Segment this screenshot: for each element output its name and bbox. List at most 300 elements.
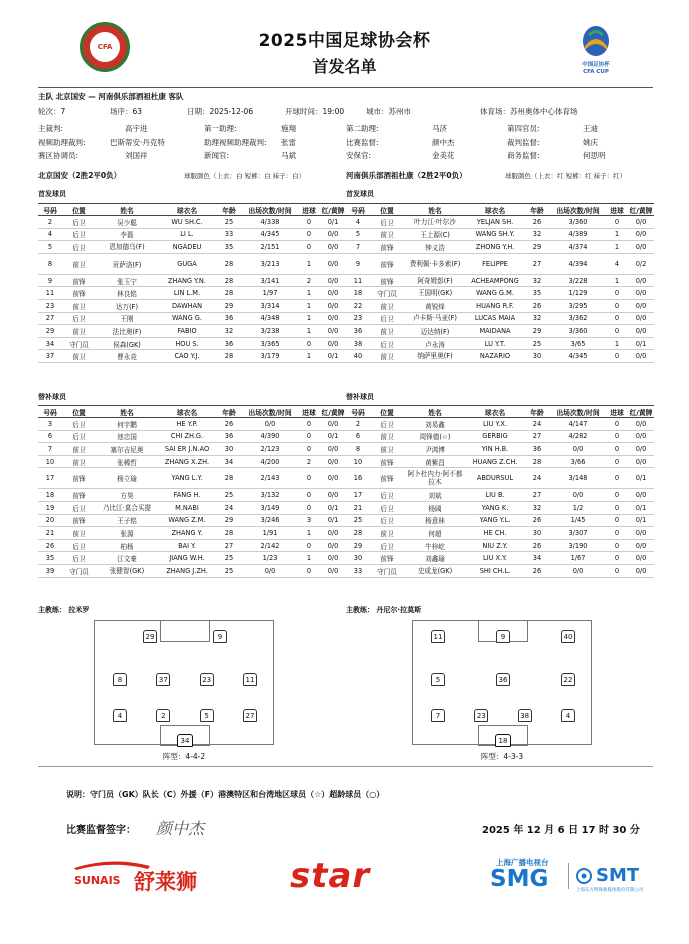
player-cards: 0/1 [320, 501, 346, 514]
table-row [346, 350, 654, 363]
table-row [38, 489, 346, 502]
table-row [346, 418, 654, 431]
player-apps: 4/374 [550, 241, 606, 254]
column-header: 号码 [346, 406, 370, 418]
column-header: 球衣名 [158, 406, 216, 418]
player-position: 前卫 [370, 443, 404, 456]
player-age: 35 [524, 287, 550, 300]
away-subs-table [346, 405, 654, 578]
table-row [38, 253, 346, 274]
player-cards: 0/0 [628, 299, 654, 312]
player-apps: 4/348 [242, 312, 298, 325]
player-shirt-name: NAZARIO [466, 350, 524, 363]
player-jersey: 37 [156, 673, 170, 686]
table-row [346, 337, 654, 350]
player-cards: 0/0 [628, 489, 654, 502]
player-age: 29 [524, 325, 550, 338]
player-position: 后卫 [370, 489, 404, 502]
player-cards: 0/0 [320, 287, 346, 300]
player-number: 30 [346, 552, 370, 565]
player-name: 吴少聪 [96, 216, 158, 229]
player-apps: 3/307 [550, 527, 606, 540]
player-number: 20 [38, 514, 62, 527]
player-name: 纳萨里奥(F) [404, 350, 466, 363]
player-name: 李磊 [96, 228, 158, 241]
player-number: 29 [38, 325, 62, 338]
player-shirt-name: WANG SH.Y. [466, 228, 524, 241]
player-name: 何超 [404, 527, 466, 540]
player-age: 32 [524, 501, 550, 514]
smt-logo: SMT [596, 865, 640, 886]
table-row [38, 350, 346, 363]
legend-divider [38, 766, 653, 767]
away-starters-label: 首发球员 [346, 190, 374, 198]
player-apps: 2/142 [242, 539, 298, 552]
player-jersey: 11 [243, 673, 257, 686]
player-goals: 0 [606, 430, 628, 443]
player-goals: 0 [298, 228, 320, 241]
sponsor-smg [488, 857, 663, 897]
player-position: 前卫 [370, 299, 404, 312]
official-label: 商务监督: [507, 151, 540, 160]
player-position: 后卫 [370, 514, 404, 527]
player-cards: 0/0 [320, 253, 346, 274]
official-label: 主裁判: [38, 124, 64, 133]
player-goals: 0 [298, 337, 320, 350]
home-formation-pitch [94, 620, 274, 745]
player-age: 30 [524, 350, 550, 363]
player-age: 24 [216, 501, 242, 514]
player-cards: 0/0 [628, 241, 654, 254]
player-number: 37 [38, 350, 62, 363]
player-apps: 4/390 [242, 430, 298, 443]
player-name: 王上源(C) [404, 228, 466, 241]
player-apps: 4/338 [242, 216, 298, 229]
player-goals: 0 [606, 455, 628, 468]
player-cards: 0/1 [320, 216, 346, 229]
official-name: 马斌 [281, 151, 296, 160]
player-position: 前锋 [370, 552, 404, 565]
player-goals: 0 [606, 468, 628, 489]
home-formation-label: 阵型：4-4-2 [162, 752, 206, 761]
official-label: 助理视频助理裁判: [204, 138, 267, 147]
player-apps: 3/238 [242, 325, 298, 338]
player-name: 刘易鑫 [404, 418, 466, 431]
competition-title: 2025中国足球协会杯 [258, 31, 431, 51]
player-position: 前卫 [370, 527, 404, 540]
player-age: 25 [216, 216, 242, 229]
column-header: 进球 [298, 204, 320, 216]
column-header: 红/黄牌 [320, 204, 346, 216]
player-cards: 0/0 [628, 274, 654, 287]
player-apps: 4/345 [550, 350, 606, 363]
player-jersey: 22 [561, 673, 575, 686]
player-position: 前卫 [370, 228, 404, 241]
player-number: 2 [346, 418, 370, 431]
player-goals: 1 [298, 287, 320, 300]
player-age: 34 [524, 552, 550, 565]
player-age: 25 [524, 337, 550, 350]
player-apps: 3/149 [242, 501, 298, 514]
player-age: 29 [216, 514, 242, 527]
table-row [346, 274, 654, 287]
player-cards: 0/0 [320, 241, 346, 254]
player-apps: 2/151 [242, 241, 298, 254]
player-cards: 0/0 [628, 430, 654, 443]
player-jersey: 38 [518, 709, 532, 722]
player-shirt-name: LU Y.T. [466, 337, 524, 350]
pitch-box-top [160, 620, 210, 642]
away-formation-label: 阵型：4-3-3 [480, 752, 524, 761]
sponsor-sunais [72, 858, 242, 898]
player-number: 18 [346, 287, 370, 300]
player-age: 36 [524, 443, 550, 456]
player-position: 后卫 [62, 552, 96, 565]
player-shirt-name: HUANG Z.CH. [466, 455, 524, 468]
player-cards: 0/0 [320, 564, 346, 577]
player-number: 7 [346, 241, 370, 254]
player-goals: 1 [298, 253, 320, 274]
player-name: 阿奇姆彭(F) [404, 274, 466, 287]
column-header: 号码 [346, 204, 370, 216]
match-teams: 主队 北京国安 — 河南俱乐部酒祖杜康 客队 [38, 92, 184, 101]
column-header: 姓名 [404, 406, 466, 418]
player-name: 恩加德乌(F) [96, 241, 158, 254]
player-cards: 0/0 [320, 299, 346, 312]
player-number: 26 [38, 539, 62, 552]
column-header: 出场次数/时间 [550, 406, 606, 418]
player-position: 前锋 [62, 468, 96, 489]
player-goals: 0 [606, 443, 628, 456]
player-cards: 0/0 [320, 489, 346, 502]
player-name: 杨立瑜 [96, 468, 158, 489]
player-apps: 3/295 [550, 299, 606, 312]
table-row [346, 430, 654, 443]
player-shirt-name: ZHONG Y.H. [466, 241, 524, 254]
player-apps: 3/179 [242, 350, 298, 363]
player-age: 26 [524, 539, 550, 552]
player-goals: 0 [606, 287, 628, 300]
player-name: 法比奥(F) [96, 325, 158, 338]
official-name: 王迪 [583, 124, 598, 133]
official-name: 马济 [432, 124, 447, 133]
player-age: 28 [216, 274, 242, 287]
player-jersey: 23 [200, 673, 214, 686]
player-number: 11 [346, 274, 370, 287]
player-apps: 1/67 [550, 552, 606, 565]
player-number: 8 [346, 443, 370, 456]
player-number: 6 [346, 430, 370, 443]
player-age: 24 [524, 468, 550, 489]
player-position: 前锋 [370, 274, 404, 287]
table-row [346, 312, 654, 325]
player-apps: 4/282 [550, 430, 606, 443]
page-title: 首发名单 [312, 57, 377, 76]
player-number: 23 [38, 299, 62, 312]
column-header: 年龄 [216, 204, 242, 216]
player-name: 迈达纳(F) [404, 325, 466, 338]
player-shirt-name: YELJAN SH. [466, 216, 524, 229]
home-subs-label: 替补球员 [38, 393, 66, 401]
player-apps: 3/66 [550, 455, 606, 468]
official-name: 颜中杰 [432, 138, 455, 147]
player-jersey: 5 [200, 709, 214, 722]
player-age: 26 [216, 418, 242, 431]
player-jersey: 4 [113, 709, 127, 722]
player-number: 4 [346, 216, 370, 229]
player-goals: 0 [298, 501, 320, 514]
player-number: 6 [38, 430, 62, 443]
player-position: 后卫 [370, 501, 404, 514]
smg-logo: SMG [490, 866, 549, 892]
cfa-logo-text: CFA [90, 32, 120, 62]
player-apps: 0/0 [550, 489, 606, 502]
player-shirt-name: FELIPPE [466, 253, 524, 274]
player-shirt-name: ABDURSUL [466, 468, 524, 489]
home-coach: 主教练： 拉米罗 [38, 606, 90, 614]
player-number: 38 [346, 337, 370, 350]
table-row [38, 325, 346, 338]
player-number: 22 [346, 299, 370, 312]
player-goals: 0 [606, 418, 628, 431]
player-age: 27 [216, 539, 242, 552]
table-row [38, 418, 346, 431]
player-age: 32 [524, 312, 550, 325]
player-name: 王国明(GK) [404, 287, 466, 300]
column-header: 红/黄牌 [320, 406, 346, 418]
player-goals: 1 [298, 325, 320, 338]
player-position: 后卫 [62, 241, 96, 254]
player-position: 前卫 [62, 443, 96, 456]
table-row [346, 468, 654, 489]
player-shirt-name: YANG L.Y. [158, 468, 216, 489]
player-apps: 3/65 [550, 337, 606, 350]
player-name: 卢永涛 [404, 337, 466, 350]
player-age: 32 [524, 274, 550, 287]
player-cards: 0/0 [628, 418, 654, 431]
player-name: 杨意林 [404, 514, 466, 527]
column-header: 出场次数/时间 [550, 204, 606, 216]
player-apps: 2/143 [242, 468, 298, 489]
player-apps: 4/147 [550, 418, 606, 431]
column-header: 年龄 [524, 406, 550, 418]
player-position: 后卫 [370, 418, 404, 431]
official-label: 裁判监督: [507, 138, 540, 147]
player-number: 21 [38, 527, 62, 540]
player-goals: 0 [606, 539, 628, 552]
player-shirt-name: M.NABI [158, 501, 216, 514]
official-label: 第四官员: [507, 124, 540, 133]
player-goals: 1 [298, 527, 320, 540]
table-row [38, 274, 346, 287]
player-cards: 0/0 [320, 552, 346, 565]
player-age: 27 [524, 489, 550, 502]
player-shirt-name: CAO Y.J. [158, 350, 216, 363]
table-row [346, 539, 654, 552]
player-position: 前卫 [370, 325, 404, 338]
player-number: 16 [346, 468, 370, 489]
player-shirt-name: ZHANG Y.N. [158, 274, 216, 287]
player-position: 守门员 [62, 564, 96, 577]
player-shirt-name: ZHANG Y. [158, 527, 216, 540]
player-age: 24 [524, 418, 550, 431]
table-row [38, 430, 346, 443]
column-header: 号码 [38, 204, 62, 216]
player-jersey: 40 [561, 630, 575, 643]
table-header [346, 406, 654, 418]
player-name: 刘斌 [404, 489, 466, 502]
player-age: 28 [524, 455, 550, 468]
player-number: 28 [346, 527, 370, 540]
player-name: 柏杨 [96, 539, 158, 552]
player-shirt-name: YANG K. [466, 501, 524, 514]
player-shirt-name: SAI ER J.N.AO [158, 443, 216, 456]
player-shirt-name: LIU B. [466, 489, 524, 502]
player-number: 9 [346, 253, 370, 274]
player-apps: 3/190 [550, 539, 606, 552]
player-cards: 0/0 [628, 287, 654, 300]
signature: 颜中杰 [156, 819, 205, 838]
player-position: 前卫 [370, 350, 404, 363]
player-cards: 0/0 [320, 527, 346, 540]
table-row [38, 216, 346, 229]
column-header: 年龄 [216, 406, 242, 418]
player-number: 35 [38, 552, 62, 565]
player-name: 何宇鹏 [96, 418, 158, 431]
player-shirt-name: GUGA [158, 253, 216, 274]
match-date: 日期：2025-12-06 [187, 107, 254, 116]
player-cards: 0/0 [628, 216, 654, 229]
player-shirt-name: MAIDANA [466, 325, 524, 338]
player-number: 23 [346, 312, 370, 325]
player-position: 后卫 [62, 312, 96, 325]
player-jersey: 5 [431, 673, 445, 686]
player-jersey: 9 [496, 630, 510, 643]
player-apps: 0/0 [550, 443, 606, 456]
player-age: 34 [216, 455, 242, 468]
table-row [346, 299, 654, 312]
smt-subtext: 上海东方明珠新媒体股份有限公司 [576, 888, 644, 893]
player-goals: 1 [298, 299, 320, 312]
player-goals: 0 [606, 527, 628, 540]
player-apps: 3/360 [550, 325, 606, 338]
player-goals: 2 [298, 455, 320, 468]
player-goals: 0 [298, 418, 320, 431]
table-row [346, 228, 654, 241]
player-apps: 3/246 [242, 514, 298, 527]
player-jersey: 36 [496, 673, 510, 686]
player-cards: 0/0 [628, 325, 654, 338]
player-shirt-name: JIANG W.H. [158, 552, 216, 565]
home-subs-table [38, 405, 346, 578]
player-number: 19 [38, 501, 62, 514]
player-cards: 0/1 [320, 514, 346, 527]
player-age: 33 [216, 228, 242, 241]
player-goals: 0 [606, 299, 628, 312]
player-cards: 0/0 [320, 325, 346, 338]
player-goals: 0 [606, 216, 628, 229]
away-starters-table [346, 203, 654, 363]
player-position: 后卫 [62, 501, 96, 514]
player-cards: 0/0 [628, 228, 654, 241]
player-apps: 1/97 [242, 287, 298, 300]
player-age: 36 [216, 337, 242, 350]
away-formation-pitch [412, 620, 592, 745]
player-name: 史成龙(GK) [404, 564, 466, 577]
player-age: 26 [524, 514, 550, 527]
player-name: 钟义浩 [404, 241, 466, 254]
column-header: 位置 [62, 406, 96, 418]
table-row [38, 501, 346, 514]
player-apps: 4/200 [242, 455, 298, 468]
player-number: 29 [346, 539, 370, 552]
player-cards: 0/0 [628, 539, 654, 552]
sunais-cn: 舒莱狮 [134, 870, 197, 894]
player-apps: 0/0 [550, 564, 606, 577]
player-name: 王子铭 [96, 514, 158, 527]
goalkeeper-jersey: 34 [177, 734, 193, 747]
official-label: 赛区协调员: [38, 151, 79, 160]
official-label: 视频助理裁判: [38, 138, 86, 147]
player-shirt-name: ZHANG X.ZH. [158, 455, 216, 468]
player-name: 张源 [96, 527, 158, 540]
table-row [346, 287, 654, 300]
player-cards: 0/1 [628, 468, 654, 489]
kickoff-time: 开球时间：19:00 [285, 107, 345, 116]
player-position: 后卫 [62, 430, 96, 443]
player-apps: 3/314 [242, 299, 298, 312]
player-shirt-name: NIU Z.Y. [466, 539, 524, 552]
player-age: 30 [216, 443, 242, 456]
official-name: 施翔 [281, 124, 296, 133]
official-label: 比赛监督: [346, 138, 379, 147]
player-number: 34 [38, 337, 62, 350]
player-apps: 3/213 [242, 253, 298, 274]
player-cards: 0/1 [628, 337, 654, 350]
player-position: 守门员 [370, 564, 404, 577]
player-jersey: 4 [561, 709, 575, 722]
player-position: 前锋 [62, 287, 96, 300]
player-position: 前卫 [62, 350, 96, 363]
goalkeeper-jersey: 18 [495, 734, 511, 747]
table-row [38, 228, 346, 241]
column-header: 红/黄牌 [628, 406, 654, 418]
player-age: 28 [216, 287, 242, 300]
player-cards: 0/1 [320, 430, 346, 443]
player-age: 29 [216, 299, 242, 312]
player-position: 后卫 [370, 312, 404, 325]
player-number: 18 [38, 489, 62, 502]
player-number: 3 [38, 418, 62, 431]
player-cards: 0/0 [628, 312, 654, 325]
player-age: 36 [216, 430, 242, 443]
player-position: 守门员 [370, 287, 404, 300]
player-position: 前锋 [370, 455, 404, 468]
player-apps: 3/148 [550, 468, 606, 489]
player-number: 36 [346, 325, 370, 338]
player-number: 11 [38, 287, 62, 300]
player-name: 池忠国 [96, 430, 158, 443]
table-row [38, 312, 346, 325]
player-position: 后卫 [62, 539, 96, 552]
column-header: 球衣名 [158, 204, 216, 216]
table-row [346, 455, 654, 468]
player-age: 27 [524, 253, 550, 274]
player-shirt-name: CHI ZH.G. [158, 430, 216, 443]
player-shirt-name: LUCAS MAIA [466, 312, 524, 325]
column-header: 球衣名 [466, 204, 524, 216]
player-age: 30 [524, 527, 550, 540]
